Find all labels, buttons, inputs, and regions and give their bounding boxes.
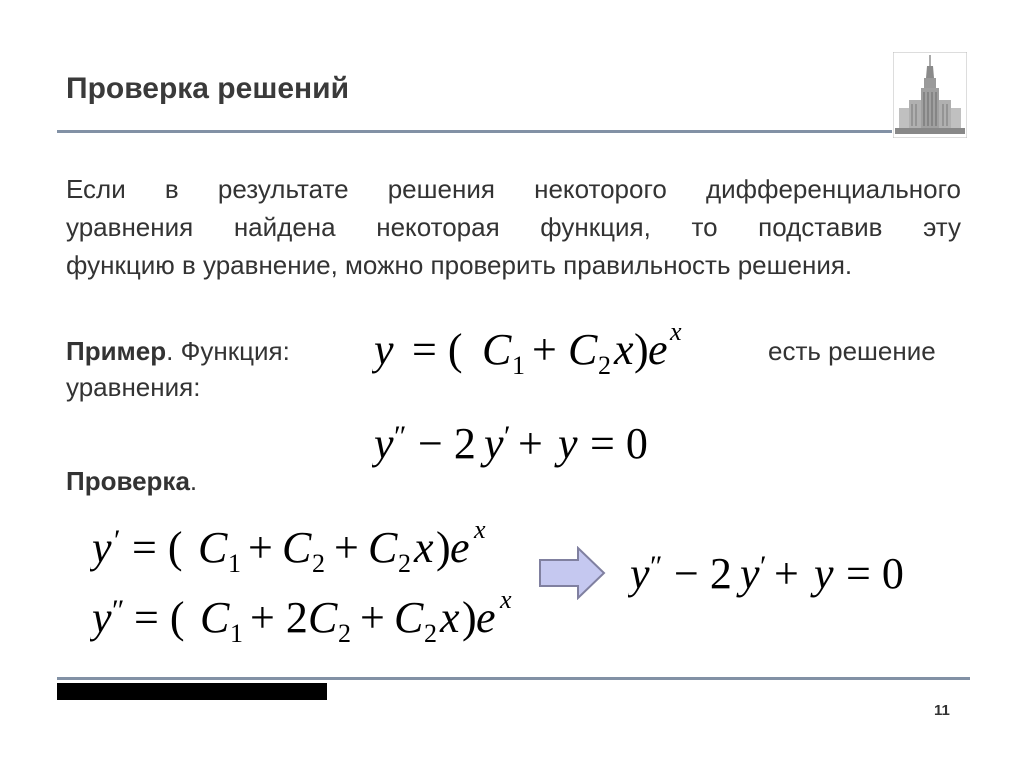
svg-text:): ) (462, 593, 477, 642)
svg-text:″: ″ (650, 550, 663, 583)
svg-text:′: ′ (114, 524, 121, 557)
svg-text:= (: = ( (134, 593, 185, 642)
svg-text:y: y (484, 419, 504, 468)
svg-text:″: ″ (112, 594, 125, 627)
svg-text:C: C (198, 523, 228, 572)
university-building-icon (893, 52, 967, 138)
intro-paragraph (66, 170, 961, 284)
right-arrow-icon (538, 546, 608, 600)
svg-text:x: x (474, 516, 486, 544)
svg-text:+: + (360, 593, 385, 642)
svg-text:+: + (334, 523, 359, 572)
svg-text:+ 2: + 2 (250, 593, 308, 642)
svg-text:y: y (92, 593, 112, 642)
footer-divider (57, 677, 970, 680)
function-formula (372, 318, 702, 378)
svg-text:2: 2 (424, 619, 437, 646)
svg-text:+: + (532, 325, 557, 374)
example-tail: есть решение (768, 336, 936, 366)
svg-text:2: 2 (398, 549, 411, 576)
paragraph-line: Если в результате решения некоторого дифференциального (66, 174, 961, 204)
page-number: 11 (934, 702, 950, 719)
check-label: Проверка (66, 466, 190, 496)
svg-text:= 0: = 0 (846, 549, 904, 598)
svg-text:x: x (670, 318, 682, 346)
svg-text:+: + (248, 523, 273, 572)
svg-text:e: e (648, 325, 668, 374)
svg-text:y: y (630, 549, 650, 598)
svg-text:1: 1 (512, 351, 525, 378)
svg-text:y: y (374, 419, 394, 468)
svg-text:+: + (518, 419, 543, 468)
svg-text:1: 1 (228, 549, 241, 576)
svg-text:= 0: = 0 (590, 419, 648, 468)
check-heading (66, 466, 197, 497)
svg-text:C: C (308, 593, 338, 642)
svg-text:y: y (814, 549, 834, 598)
slide-title: Проверка решений (66, 72, 350, 105)
title-divider (57, 130, 892, 133)
svg-text:2: 2 (598, 351, 611, 378)
equation-formula (372, 412, 682, 472)
svg-text:2: 2 (338, 619, 351, 646)
result-formula (628, 542, 938, 602)
svg-text:x: x (614, 325, 634, 374)
svg-text:+: + (774, 549, 799, 598)
svg-text:x: x (440, 593, 460, 642)
svg-text:C: C (282, 523, 312, 572)
svg-text:y: y (92, 523, 112, 572)
svg-text:e: e (450, 523, 470, 572)
svg-text:C: C (368, 523, 398, 572)
example-line2: уравнения: (66, 372, 201, 402)
svg-text:− 2: − 2 (674, 549, 732, 598)
svg-text:): ) (634, 325, 649, 374)
svg-text:= (: = ( (412, 325, 463, 374)
svg-text:″: ″ (394, 420, 407, 453)
svg-text:y: y (374, 325, 394, 374)
svg-text:x: x (414, 523, 434, 572)
svg-text:y: y (740, 549, 760, 598)
check-dot: . (189, 466, 198, 496)
example-text: . Функция: (166, 336, 290, 366)
example-label: Пример (66, 336, 167, 366)
svg-text:1: 1 (230, 619, 243, 646)
svg-text:C: C (482, 325, 512, 374)
paragraph-line: уравнения найдена некоторая функция, то подставив эту (66, 212, 961, 242)
first-derivative-formula (90, 516, 530, 576)
svg-text:x: x (500, 586, 512, 614)
svg-text:= (: = ( (132, 523, 183, 572)
svg-text:2: 2 (312, 549, 325, 576)
svg-text:′: ′ (760, 550, 767, 583)
svg-text:C: C (200, 593, 230, 642)
svg-text:C: C (568, 325, 598, 374)
svg-text:C: C (394, 593, 424, 642)
svg-text:e: e (476, 593, 496, 642)
example-intro (66, 336, 290, 367)
svg-text:): ) (436, 523, 451, 572)
svg-text:− 2: − 2 (418, 419, 476, 468)
second-derivative-formula (90, 586, 540, 646)
redacted-footer-text (57, 683, 327, 700)
svg-text:y: y (558, 419, 578, 468)
paragraph-line: функцию в уравнение, можно проверить правильность решения. (66, 250, 853, 280)
svg-text:′: ′ (504, 420, 511, 453)
